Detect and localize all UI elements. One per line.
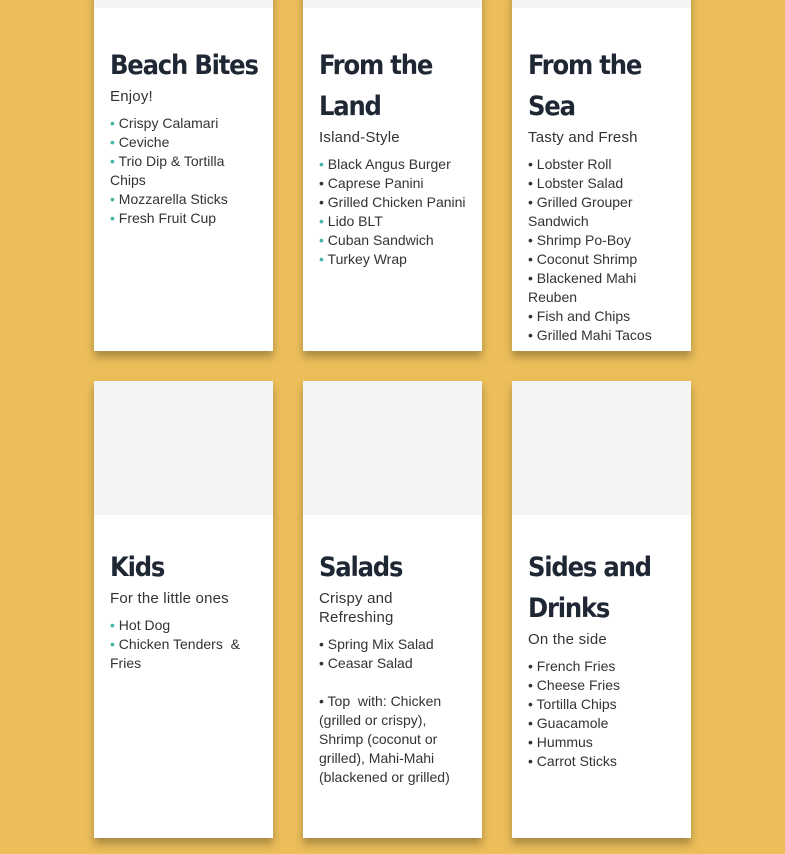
list-item: • Mozzarella Sticks xyxy=(110,191,228,207)
list-item: • Cheese Fries xyxy=(528,677,621,693)
list-item: • Fresh Fruit Cup xyxy=(110,210,217,226)
menu-card-salads xyxy=(303,381,482,838)
list-item: • Lido BLT xyxy=(319,213,383,229)
list-item: • Grilled Mahi Tacos xyxy=(528,327,652,343)
card-title: From the Sea xyxy=(528,50,642,122)
list-item: • Top with: Chicken (grilled or crispy), Shrimp (coconut or grilled), Mahi-Mahi (blackened or grilled) xyxy=(319,693,450,785)
card-image-placeholder xyxy=(512,0,691,8)
card-image-placeholder xyxy=(303,0,482,8)
card-title: Sides and Drinks xyxy=(528,552,651,624)
card-image-placeholder xyxy=(512,381,691,515)
list-item: • Turkey Wrap xyxy=(319,251,407,267)
list-item: • Ceasar Salad xyxy=(319,655,413,671)
list-item: • Lobster Salad xyxy=(528,175,624,191)
list-item: • Tortilla Chips xyxy=(528,696,617,712)
list-item: • Grilled Chicken Panini xyxy=(319,194,466,210)
card-title: From the Land xyxy=(319,50,433,122)
list-item: • Carrot Sticks xyxy=(528,753,617,769)
card-subtitle: Tasty and Fresh xyxy=(528,129,638,146)
list-item: • Guacamole xyxy=(528,715,609,731)
list-item: • Hummus xyxy=(528,734,593,750)
list-item: • Black Angus Burger xyxy=(319,156,451,172)
list-item: • Cuban Sandwich xyxy=(319,232,434,248)
menu-card-from-the-sea xyxy=(512,0,691,351)
item-list xyxy=(319,635,464,787)
item-list xyxy=(528,155,681,345)
list-item-spacer xyxy=(319,673,464,692)
list-item: • Fish and Chips xyxy=(528,308,631,324)
list-item: • Blackened Mahi Reuben xyxy=(528,270,637,305)
card-title: Salads xyxy=(319,552,403,583)
list-item: • Coconut Shrimp xyxy=(528,251,638,267)
list-item: • Trio Dip & Tortilla Chips xyxy=(110,153,225,188)
item-list xyxy=(110,114,263,228)
list-item: • Shrimp Po-Boy xyxy=(528,232,631,248)
card-image-placeholder xyxy=(94,0,273,8)
menu-card-beach-bites xyxy=(94,0,273,351)
card-subtitle: Crispy and Refreshing xyxy=(319,590,394,626)
item-list xyxy=(319,155,478,269)
list-item: • Lobster Roll xyxy=(528,156,612,172)
list-item: • French Fries xyxy=(528,658,616,674)
card-subtitle: For the little ones xyxy=(110,590,229,607)
item-list xyxy=(528,657,661,771)
menu-card-sides-and-drinks xyxy=(512,381,691,838)
list-item: • Spring Mix Salad xyxy=(319,636,434,652)
card-subtitle: Island-Style xyxy=(319,129,400,146)
card-image-placeholder xyxy=(303,381,482,515)
card-image-placeholder xyxy=(94,381,273,515)
list-item: • Crispy Calamari xyxy=(110,115,219,131)
list-item: • Ceviche xyxy=(110,134,170,150)
card-subtitle: On the side xyxy=(528,631,607,648)
card-subtitle: Enjoy! xyxy=(110,88,153,105)
menu-card-from-the-land xyxy=(303,0,482,351)
list-item: • Chicken Tenders & Fries xyxy=(110,636,244,671)
list-item: • Grilled Grouper Sandwich xyxy=(528,194,633,229)
list-item: • Hot Dog xyxy=(110,617,171,633)
card-title: Kids xyxy=(110,552,165,583)
item-list xyxy=(110,616,263,673)
menu-card-kids xyxy=(94,381,273,838)
card-title: Beach Bites xyxy=(110,50,258,81)
list-item: • Caprese Panini xyxy=(319,175,424,191)
